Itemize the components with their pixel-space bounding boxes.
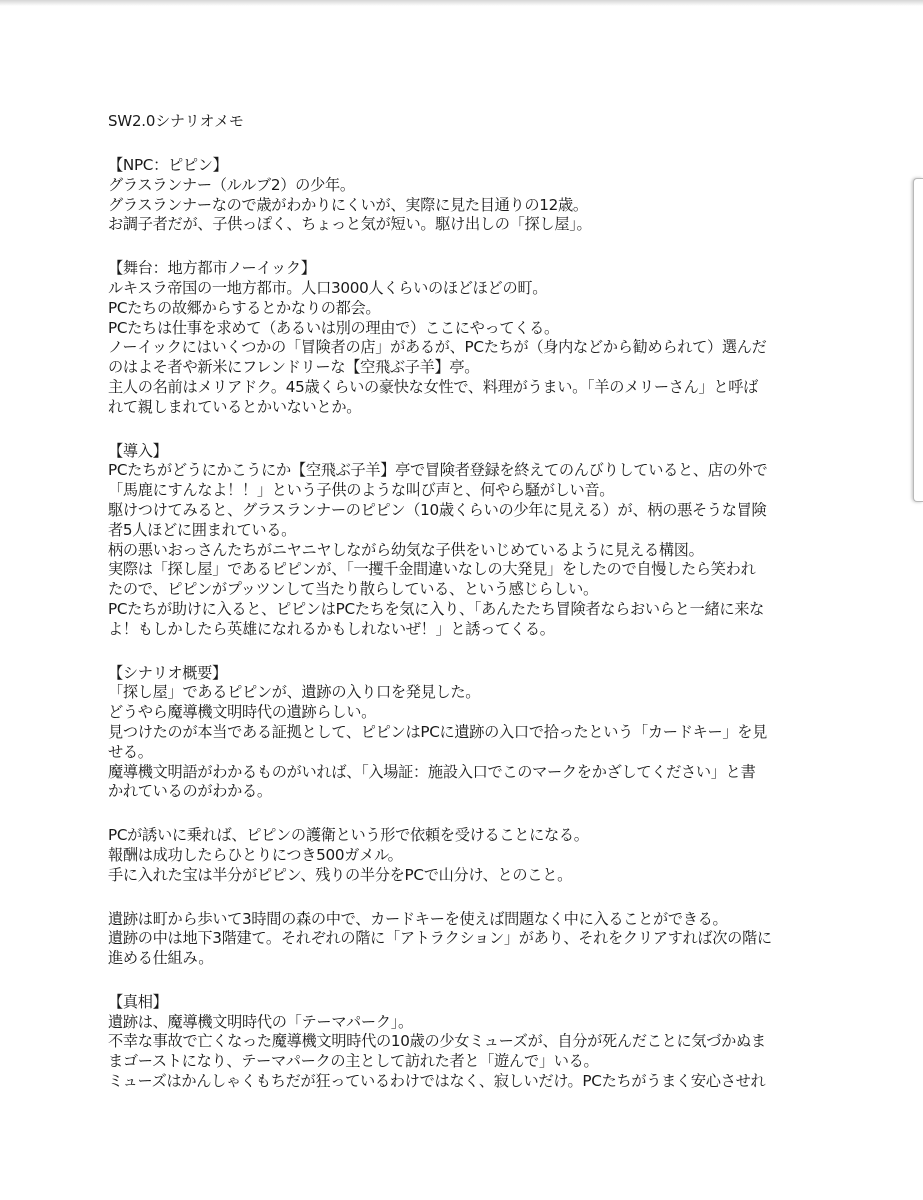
text-line: ミューズはかんしゃくもちだが狂っているわけではなく、寂しいだけ。PCたちがうまく安心させれ — [108, 1072, 766, 1091]
section — [108, 442, 816, 640]
text-line: PCたちの故郷からするとかなりの都会。 — [108, 298, 381, 317]
text-line: 不幸な事故で亡くなった魔導機文明時代の10歳の少女ミューズが、自分が死んだことに気づかぬま — [108, 1032, 766, 1051]
text-line: 遺跡は、魔導機文明時代の「テーマパーク」。 — [108, 1012, 413, 1031]
text-line: グラスランナーなので歳がわかりにくいが、実際に見た目通りの12歳。 — [108, 195, 588, 214]
text-line: まゴーストになり、テーマパークの主として訪れた者と「遊んで」いる。 — [108, 1052, 599, 1071]
document-body — [108, 110, 816, 1116]
text-line: PCが誘いに乗れば、ピピンの護衛という形で依頼を受けることになる。 — [108, 826, 589, 845]
text-line: せる。 — [108, 742, 153, 761]
section-heading: 【舞台：地方都市ノーイック】 — [108, 259, 316, 278]
text-line: 遺跡の中は地下3階建て。それぞれの階に「アトラクション」があり、それをクリアすれば次の階に — [108, 929, 772, 948]
section-heading: 【NPC：ピピン】 — [108, 156, 228, 174]
text-line: 「探し屋」であるピピンが、遺跡の入り口を発見した。 — [108, 683, 481, 702]
section-heading: 【真相】 — [108, 992, 168, 1011]
section — [108, 826, 816, 885]
section-heading: 【シナリオ概要】 — [108, 663, 227, 682]
text-line: グラスランナー（ルルブ2）の少年。 — [108, 175, 355, 194]
text-line: ノーイックにはいくつかの「冒険者の店」があるが、PCたちが（身内などから勧められて）選んだ — [108, 338, 767, 357]
text-line: 実際は「探し屋」であるピピンが、「一攫千金間違いなしの大発見」をしたので自慢したら笑われ — [108, 560, 756, 579]
scroll-handle[interactable] — [913, 178, 923, 502]
text-line: 報酬は成功したらひとりにつき500ガメル。 — [108, 845, 403, 864]
section — [108, 156, 816, 235]
text-line: たので、ピピンがプッツンして当たり散らしている、という感じらしい。 — [108, 580, 598, 599]
text-line: お調子者だが、子供っぽく、ちょっと気が短い。駆け出しの「探し屋」。 — [108, 215, 592, 234]
document-sections — [108, 156, 816, 1092]
text-line: 者5人ほどに囲まれている。 — [108, 520, 297, 539]
section — [108, 259, 816, 417]
top-edge-shadow — [0, 0, 923, 6]
text-line: PCたちは仕事を求めて（あるいは別の理由で）ここにやってくる。 — [108, 318, 559, 337]
text-line: 見つけたのが本当である証拠として、ピピンはPCに遺跡の入口で拾ったという「カードキー」を見 — [108, 722, 768, 741]
text-line: PCたちが助けに入ると、ピピンはPCたちを気に入り、「あんたたち冒険者ならおいらと一緒に来な — [108, 599, 765, 618]
text-line: 遺跡は町から歩いて3時間の森の中で、カードキーを使えば問題なく中に入ることができる。 — [108, 909, 728, 928]
text-line: 進める仕組み。 — [108, 949, 214, 968]
text-line: 駆けつけてみると、グラスランナーのピピン（10歳くらいの少年に見える）が、柄の悪そうな冒険 — [108, 500, 767, 519]
text-line: 柄の悪いおっさんたちがニヤニヤしながら幼気な子供をいじめているように見える構図。 — [108, 540, 704, 559]
text-line: 手に入れた宝は半分がピピン、残りの半分をPCで山分け、とのこと。 — [108, 865, 572, 884]
text-line: 魔導機文明語がわかるものがいれば、「入場証：施設入口でこのマークをかざしてください」と書 — [108, 762, 756, 781]
text-line: どうやら魔導機文明時代の遺跡らしい。 — [108, 703, 376, 722]
section — [108, 664, 816, 803]
text-line: よ！もしかしたら英雄になれるかもしれないぜ！」と誘ってくる。 — [108, 619, 555, 638]
section — [108, 910, 816, 969]
text-line: 主人の名前はメリアドク。45歳くらいの豪快な女性で、料理がうまい。「羊のメリーさん」と呼ば — [108, 377, 759, 396]
text-line: ルキスラ帝国の一地方都市。人口3000人くらいのほどほどの町。 — [108, 278, 548, 297]
text-line: かれているのがわかる。 — [108, 782, 272, 801]
section — [108, 993, 816, 1092]
document-title: SW2.0シナリオメモ — [108, 112, 244, 130]
text-line: 「馬鹿にすんなよ！！」という子供のような叫び声と、何やら騒がしい音。 — [108, 481, 615, 500]
text-line: れて親しまれているとかいないとか。 — [108, 397, 362, 416]
text-line: PCたちがどうにかこうにか【空飛ぶ子羊】亭で冒険者登録を終えてのんびりしていると、店の外で — [108, 461, 768, 480]
text-line: のはよそ者や新米にフレンドリーな【空飛ぶ子羊】亭。 — [108, 358, 480, 377]
section-heading: 【導入】 — [108, 441, 168, 460]
